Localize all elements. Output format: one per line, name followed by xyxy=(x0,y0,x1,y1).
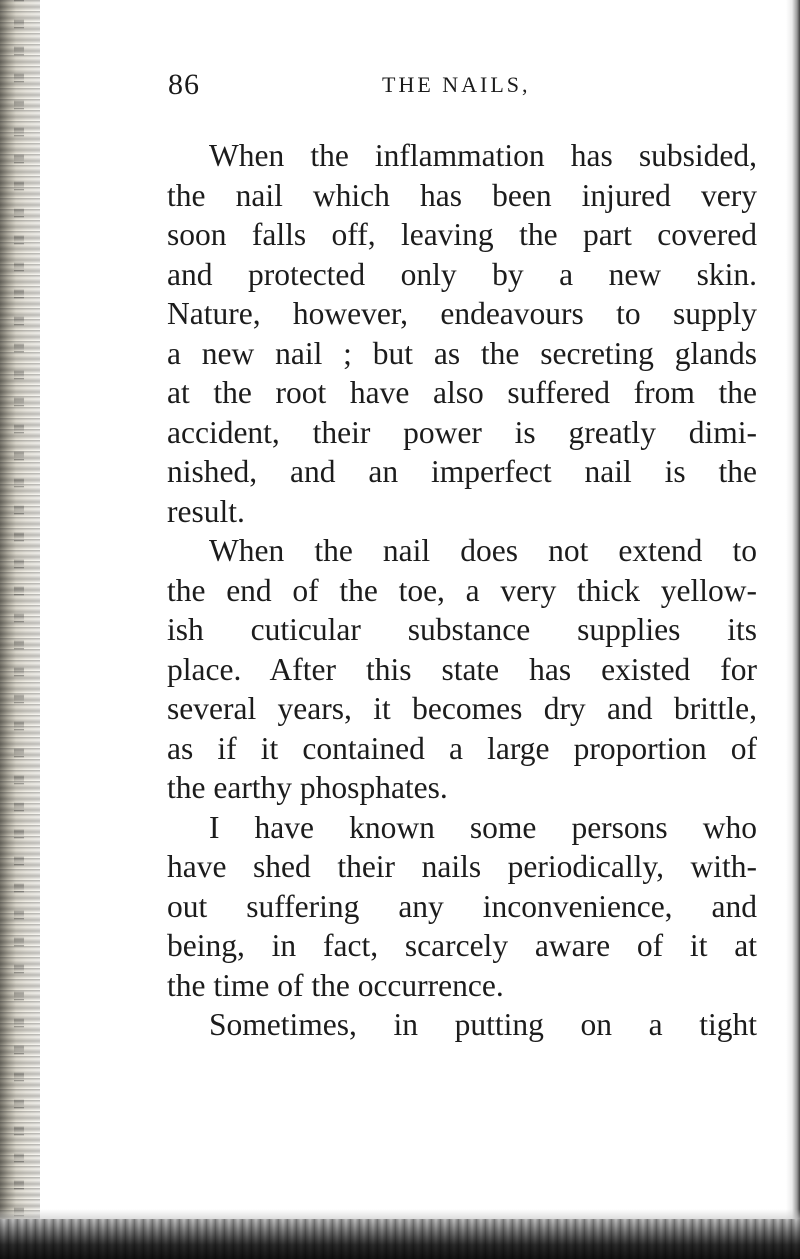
text-line: as if it contained a large proportion of xyxy=(167,730,757,766)
text-line: place. After this state has existed for xyxy=(167,651,757,687)
text-line: I have known some persons who xyxy=(209,809,757,845)
text-line: being, in fact, scarcely aware of it at xyxy=(167,928,757,963)
text-line: nished, and an imperfect nail is the xyxy=(167,454,757,489)
text-line: When the inflammation has subsided, xyxy=(209,138,757,173)
text-line: accident, their power is greatly dimi- xyxy=(167,414,757,450)
text-line: result. xyxy=(167,493,245,529)
text-line: have shed their nails periodically, with- xyxy=(167,849,757,884)
page-bottom-edge xyxy=(0,1219,800,1259)
text-line: at the root have also suffered from the xyxy=(167,375,757,410)
text-line: a new nail ; but as the secreting glands xyxy=(167,335,757,371)
text-line: Nature, however, endeavours to supply xyxy=(167,296,757,331)
text-line: the time of the occurrence. xyxy=(167,967,504,1003)
text-line: the end of the toe, a very thick yellow- xyxy=(167,572,757,608)
body-text xyxy=(167,136,757,1045)
text-line: Sometimes, in putting on a tight xyxy=(209,1007,757,1042)
page-number: 86 xyxy=(168,68,200,101)
text-line: several years, it becomes dry and brittle, xyxy=(167,691,757,726)
page-header xyxy=(168,68,748,102)
text-line: the earthy phosphates. xyxy=(167,770,448,805)
text-line: ish cuticular substance supplies its xyxy=(167,612,757,647)
running-head: THE NAILS, xyxy=(382,72,531,97)
text-line: the nail which has been injured very xyxy=(167,177,757,213)
binding-stitching xyxy=(14,0,24,1259)
page-bottom-shadow xyxy=(0,1209,800,1219)
text-line: soon falls off, leaving the part covered xyxy=(167,217,757,252)
text-line: When the nail does not extend to xyxy=(209,533,757,568)
text-line: out suffering any inconvenience, and xyxy=(167,888,757,924)
page-right-edge xyxy=(786,0,800,1259)
text-line: and protected only by a new skin. xyxy=(167,256,757,292)
